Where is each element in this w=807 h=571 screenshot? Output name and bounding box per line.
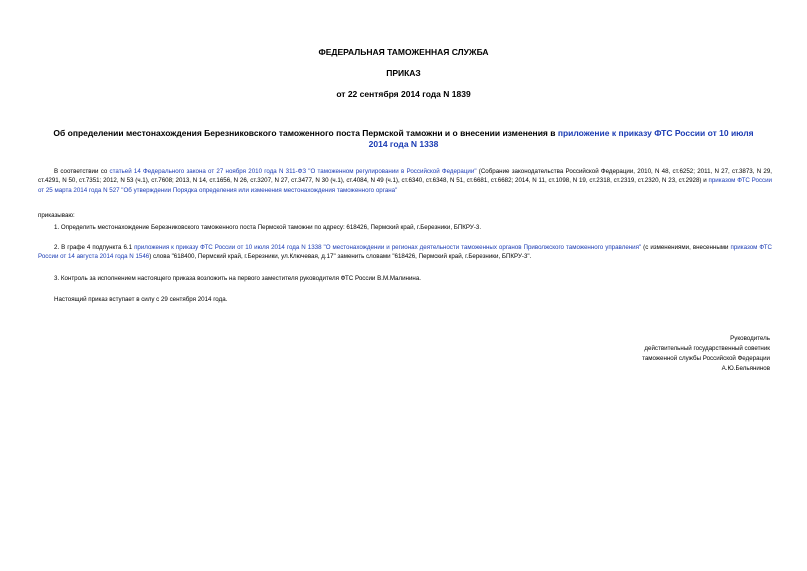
title-text: Об определении местонахождения Березниковского таможенного поста Пермской таможни и о внесении изменения в (53, 128, 558, 138)
preamble-paragraph (38, 167, 772, 195)
agency-heading: ФЕДЕРАЛЬНАЯ ТАМОЖЕННАЯ СЛУЖБА (318, 47, 489, 57)
title-link[interactable]: приложение к приказу ФТС России от 10 июля 2014 года N 1338 (368, 128, 754, 149)
signature-block (550, 334, 770, 374)
effective-date-paragraph: Настоящий приказ вступает в силу с 29 сентября 2014 года. (54, 296, 228, 303)
order-word: приказываю: (38, 212, 75, 219)
order-1338-link[interactable]: приложения к приказу ФТС России от 10 июля 2014 года N 1338 "О местонахождении и регионах деятельности таможенных органов Приволжского таможенного управления" (134, 244, 642, 251)
document-title (50, 128, 757, 150)
law-article-link[interactable]: статьей 14 Федерального закона от 27 ноября 2010 года N 311-ФЗ "О таможенном регулировании в Российской Федерации" (109, 168, 477, 175)
item-3-paragraph: 3. Контроль за исполнением настоящего приказа возложить на первого заместителя руководителя ФТС России В.М.Малинина. (54, 275, 422, 282)
preamble-text-1: В соответствии со (54, 168, 110, 175)
signature-rank: действительный государственный советник (644, 345, 770, 352)
signature-position: Руководитель (730, 335, 770, 342)
date-number-heading: от 22 сентября 2014 года N 1839 (336, 89, 471, 99)
item-2-text-2: (с изменениями, внесенными (641, 244, 731, 251)
item-2-text-3: ) слова "618400, Пермский край, г.Березники, ул.Ключевая, д.17" заменить словами "618426, Пермский край, г.Березники, БПКРУ-3". (149, 253, 532, 261)
signature-service: таможенной службы Российской Федерации (642, 355, 770, 362)
signature-name: А.Ю.Бельянинов (721, 365, 770, 372)
preamble-text-2: (Собрание законодательства Российской Федерации, 2010, N 48, ст.6252; 2011, N 27, ст.3873, N 29, ст.4291, N 50, ст.7351; 2012, N 53 (ч.1), ст.7608; 2013, N 14, ст.1656, N 26, ст.3207, N 27, ст.3477, N 30 (ч.1), ст.4084, N 49 (ч.1), ст.6340, ст.6348, N 51, ст.6681, ст.6682; 2014, N 11, ст.1098, N 19, ст.2318, ст.2319, ст.2320, N 23, ст.2928) и (38, 168, 772, 185)
order-1546-link[interactable]: приказом ФТС России от 14 августа 2014 года N 1546 (38, 244, 773, 261)
doc-type-heading: ПРИКАЗ (386, 68, 421, 78)
item-1-paragraph: 1. Определить местонахождение Березниковского таможенного поста Пермской таможни по адресу: 618426, Пермский край, г.Березники, БПКРУ-3. (54, 224, 482, 231)
item-2-paragraph (38, 243, 772, 262)
order-527-link[interactable]: приказом ФТС России от 25 марта 2014 года N 527 "Об утверждении Порядка определения или изменения местонахождения таможенного органа" (38, 177, 772, 194)
item-2-text-1: 2. В графе 4 подпункта 6.1 (54, 244, 135, 251)
